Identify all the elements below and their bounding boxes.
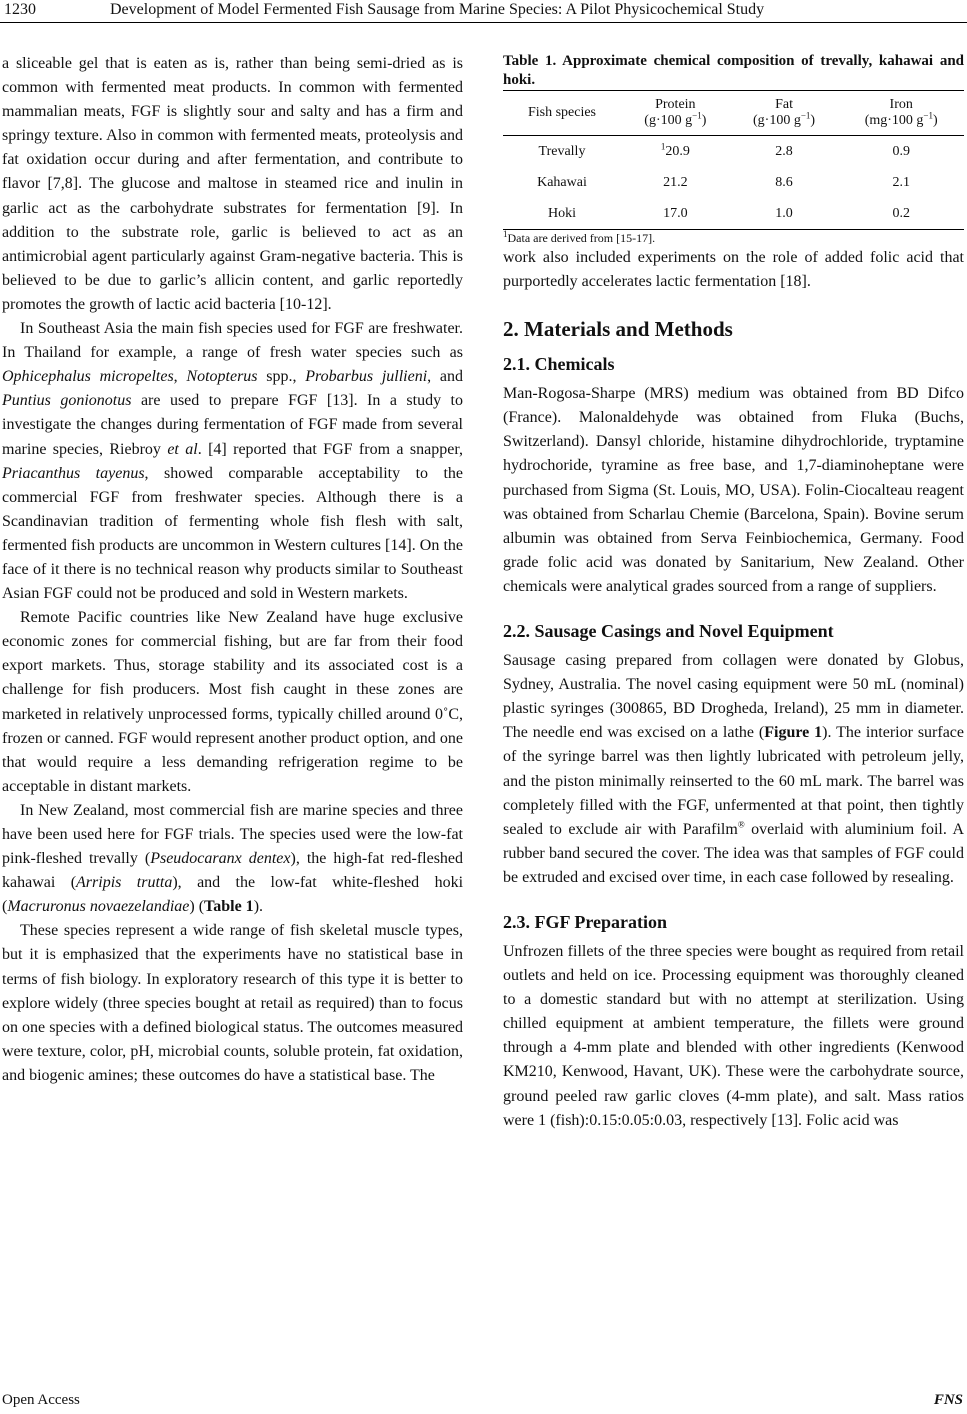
cell-fat: 1.0 (730, 198, 839, 230)
et-al: et al (167, 440, 198, 458)
species-name: Priacanthus tayenus (2, 464, 145, 482)
paragraph-new-zealand: In New Zealand, most commercial fish are marine species and three have been used here for FGF trials. The species used were the low-fat pink-fleshed trevally (Pseudocaranx dentex), the high-fat red-fleshed kahawai (Arripis trutta), and the low-fat white-fleshed hoki (Macruronus novaezelandiae) (Table 1). (2, 801, 464, 916)
cell-protein: 21.2 (663, 174, 688, 190)
cell-fat: 8.6 (775, 174, 793, 190)
paragraph-preparation: Unfrozen fillets of the three species were bought as required from retail outlets and held on ice. Processing equipment was thoroughly cleaned to a domestic standard but with no attempt at sterilization. Using chilled equipment at ambient temperature, the fillets were ground through a 4-mm plate and blended with other ingredients (Kenwood KM210, Kenwood, Havant, UK). These were the carbohydrate source, ground peeled raw garlic cloves (4-mm plate), and salt. Mass ratios were 1 (fish):0.15:0.05:0.03, respectively [13]. Folic acid was (503, 942, 964, 1129)
page-number: 1230 (4, 1, 36, 18)
table-reference[interactable]: Table 1 (204, 898, 254, 916)
table-header-row (503, 91, 964, 136)
paragraph-species-range: These species represent a wide range of fish skeletal muscle types, but it is emphasized that the experiments have no statistical base in terms of fish biology. In exploratory research of this type it is better to explore widely (three species bought at retail as required) than to focus on one species with a defined biological status. The outcomes measured were texture, color, pH, microbial counts, soluble protein, fat oxidation, and biogenic amines; these outcomes do have a statistical base. The (2, 922, 463, 1084)
page-footer (0, 1392, 967, 1412)
cell-iron: 0.9 (892, 143, 910, 159)
header-fish-species: Fish species (503, 91, 621, 136)
composition-table (503, 90, 964, 230)
footer-open-access: Open Access (2, 1392, 80, 1408)
running-title: Development of Model Fermented Fish Sausage from Marine Species: A Pilot Physicochemical Study (110, 1, 765, 18)
header-fat: Fat (g·100 $g^{-1}$) (730, 91, 839, 136)
cell-species: Hoki (503, 198, 621, 230)
section-heading-methods: 2. Materials and Methods (503, 317, 733, 342)
species-name: Puntius gonionotus (2, 392, 132, 410)
species-name: Notopterus (186, 368, 258, 386)
cell-iron: 2.1 (892, 174, 910, 190)
table-row (503, 136, 964, 168)
paragraph-pacific: Remote Pacific countries like New Zealand have huge exclusive economic zones for commercial fishing, but are far from their food export markets. Thus, storage stability and its associated cost is a challenge for fish producers. Most fish caught in these zones are marketed in relatively unprocessed forms, typically chilled around 0˚C, frozen or canned. FGF would represent another product option, and one that would require a less demanding refrigeration regime to be acceptable in distant markets. (2, 609, 463, 795)
header-iron: Iron (mg·100 $g^{-1}$) (838, 91, 964, 136)
page-header (0, 0, 967, 24)
header-rule (0, 22, 967, 23)
paragraph-intro-continued: a sliceable gel that is eaten as is, rather than being semi-dried as is common with fermented meat products. In common with fermented mammalian meats, FGF is slightly sour and salty and has a firm and springy texture. Also in common with fermented meats, proteolysis and fat oxidation occur during and after fermentation, and contribute to flavor [7,8]. The glucose and maltose in steamed rice and inulin in garlic act as the carbohydrate substrates for fermentation [9]. In addition to the substrate role, garlic is believed to act as an antimicrobial agent particularly against Gram-negative bacteria. This is believed to be due to garlic’s allicin content, and garlic reportedly promotes the growth of lactic acid bacteria [10-12]. (2, 55, 463, 313)
footer-journal: FNS (933, 1392, 963, 1408)
cell-species: Trevally (538, 143, 586, 159)
cell-protein: $^1$20.9 (660, 140, 690, 159)
figure-reference[interactable]: Figure 1 (764, 724, 823, 742)
header-protein: Protein (g·100 $g^{-1}$) (621, 91, 730, 136)
cell-iron: 0.2 (838, 198, 964, 230)
table-footnote: $^1$Data are derived from [15-17]. (503, 229, 656, 245)
paragraph-southeast-asia: In Southeast Asia the main fish species used for FGF are freshwater. In Thailand for example, a range of fresh water species such as Ophicephalus micropeltes, Notopterus spp., Probarbus jullieni, and Puntius gonionotus are used to prepare FGF [13]. In a study to investigate the changes during fermentation of FGF made from several marine species, Riebroy et al. [4] reported that FGF from a snapper, Priacanthus tayenus, showed comparable acceptability to the commercial FGF from freshwater species. Although there is a Scandinavian tradition of fermenting whole fish flesh with salt, fermented fish products are uncommon in Western cultures [14]. On the face of it there is no technical reason why products similar to Southeast Asian FGF could not be produced and sold in Western markets. (2, 320, 464, 603)
species-name: Ophicephalus micropeltes (2, 368, 174, 386)
cell-protein: 17.0 (621, 198, 730, 230)
paragraph-chemicals: Man-Rogosa-Sharpe (MRS) medium was obtained from BD Difco (France). Malonaldehyde was obtained from Fluka (Buchs, Switzerland). Dansyl chloride, histamine dihydrochloride, tryptamine hydrochoride, tyramine as free base, and 1,7-diaminoheptane were purchased from Sigma (St. Louis, MO, USA). Folin-Ciocalteau reagent was obtained from Scharlau Chemie (Barcelona, Spain). Bovine serum albumin was obtained from Serva Feinbiochemica, Germany. Food grade folic acid was donated by Sanitarium, New Zealand. Other chemicals were analytical grades sourced from a range of suppliers. (503, 385, 964, 595)
table-row (503, 167, 964, 198)
table-row (503, 198, 964, 230)
subsection-heading-casings: 2.2. Sausage Casings and Novel Equipment (503, 621, 834, 642)
subsection-heading-preparation: 2.3. FGF Preparation (503, 911, 667, 932)
species-name: Macruronus novaezelandiae (7, 898, 190, 916)
cell-fat: 2.8 (775, 143, 793, 159)
species-name: Probarbus jullieni (305, 368, 428, 386)
cell-species: Kahawai (537, 174, 587, 190)
right-column (503, 52, 964, 1133)
left-column (2, 52, 463, 1088)
species-name: Arripis trutta (76, 874, 173, 892)
species-name: Pseudocaranx dentex (150, 850, 291, 868)
paragraph-casings: Sausage casing prepared from collagen were donated by Globus, Sydney, Australia. The novel casing equipment were 50 mL (nominal) plastic syringes (300865, BD Drogheda, Ireland), 25 mm in diameter. The needle end was excised on a lathe (Figure 1). The interior surface of the syringe barrel was then lightly lubricated with petroleum jelly, and the piston minimally reinserted to the 60 mL mark. The barrel was completely filled with the FGF, unfermented at that point, then tightly sealed to exclude air with Parafilm® overlaid with aluminium foil. A rubber band secured the cover. The idea was that samples of FGF could be extruded and excised over time, in each case followed by resealing. (503, 652, 965, 886)
paragraph-folic-acid: work also included experiments on the role of added folic acid that purportedly accelerates lactic fermentation [18]. (503, 249, 964, 291)
subsection-heading-chemicals: 2.1. Chemicals (503, 354, 615, 375)
table-caption: Table 1. Approximate chemical composition of trevally, kahawai and hoki. (503, 53, 964, 88)
